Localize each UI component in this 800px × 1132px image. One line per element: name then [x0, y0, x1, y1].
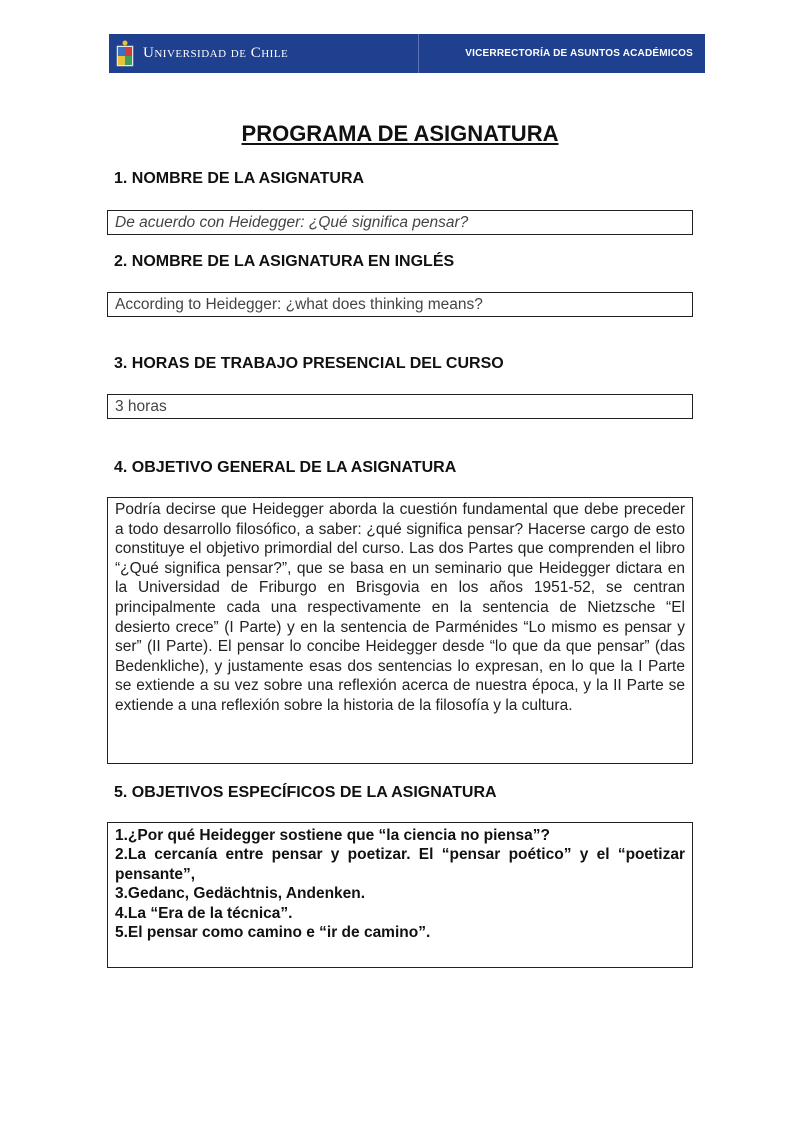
section-3-heading: 3. HORAS DE TRABAJO PRESENCIAL DEL CURSO [114, 355, 504, 372]
contact-hours-box: 3 horas [107, 394, 693, 419]
objective-item: 3.Gedanc, Gedächtnis, Andenken. [115, 885, 366, 903]
section-1-heading: 1. NOMBRE DE LA ASIGNATURA [114, 170, 365, 187]
general-objective-box [107, 497, 693, 764]
general-objective-text: Podría decirse que Heidegger aborda la cuestión fundamental que debe preceder a todo desarrollo filosófico, a saber: ¿qué significa pensar? Hacerse cargo de esto constituye el objetivo primordial del curso. Las dos Partes que comprenden el libro “¿Qué significa pensar?”, que se basa en un seminario que Heidegger dictara en la Universidad de Friburgo en Brisgovia en los años 1951-52, se centran principalmente cada una respectivamente en la sentencia de Nietzsche “El desierto crece” (I Parte) y en la sentencia de Parménides “Lo mismo es pensar y ser” (II Parte). El pensar lo concibe Heidegger desde “lo que da que pensar” (das Bedenkliche), y justamente esas dos sentencias lo expresan, en lo que la I Parte se extiende a su vez sobre una reflexión acerca de nuestra época, y la II Parte se extiende a una reflexión sobre la historia de la filosofía y la cultura. [115, 501, 685, 714]
section-5-heading: 5. OBJETIVOS ESPECÍFICOS DE LA ASIGNATURA [114, 784, 497, 801]
university-crest-icon [115, 38, 135, 70]
university-name: Universidad de Chile [143, 45, 289, 61]
course-name-box: De acuerdo con Heidegger: ¿Qué significa pensar? [107, 210, 693, 235]
section-4-heading: 4. OBJETIVO GENERAL DE LA ASIGNATURA [114, 459, 457, 476]
objective-item: 1.¿Por qué Heidegger sostiene que “la ciencia no piensa”? [115, 827, 550, 844]
objective-item: 5.El pensar como camino e “ir de camino”. [115, 924, 431, 942]
objective-item: 2.La cercanía entre pensar y poetizar. El “pensar poético” y el “poetizar pensante”, [115, 846, 685, 883]
course-name-english-box: According to Heidegger: ¿what does thinking means? [107, 292, 693, 317]
specific-objectives-box [107, 822, 693, 968]
header-banner [109, 34, 705, 73]
banner-divider [418, 34, 419, 73]
section-2-heading: 2. NOMBRE DE LA ASIGNATURA EN INGLÉS [114, 253, 455, 270]
objective-item: 4.La “Era de la técnica”. [115, 904, 293, 922]
page-title: PROGRAMA DE ASIGNATURA [241, 121, 559, 146]
office-name: VICERRECTORÍA DE ASUNTOS ACADÉMICOS [465, 48, 694, 59]
